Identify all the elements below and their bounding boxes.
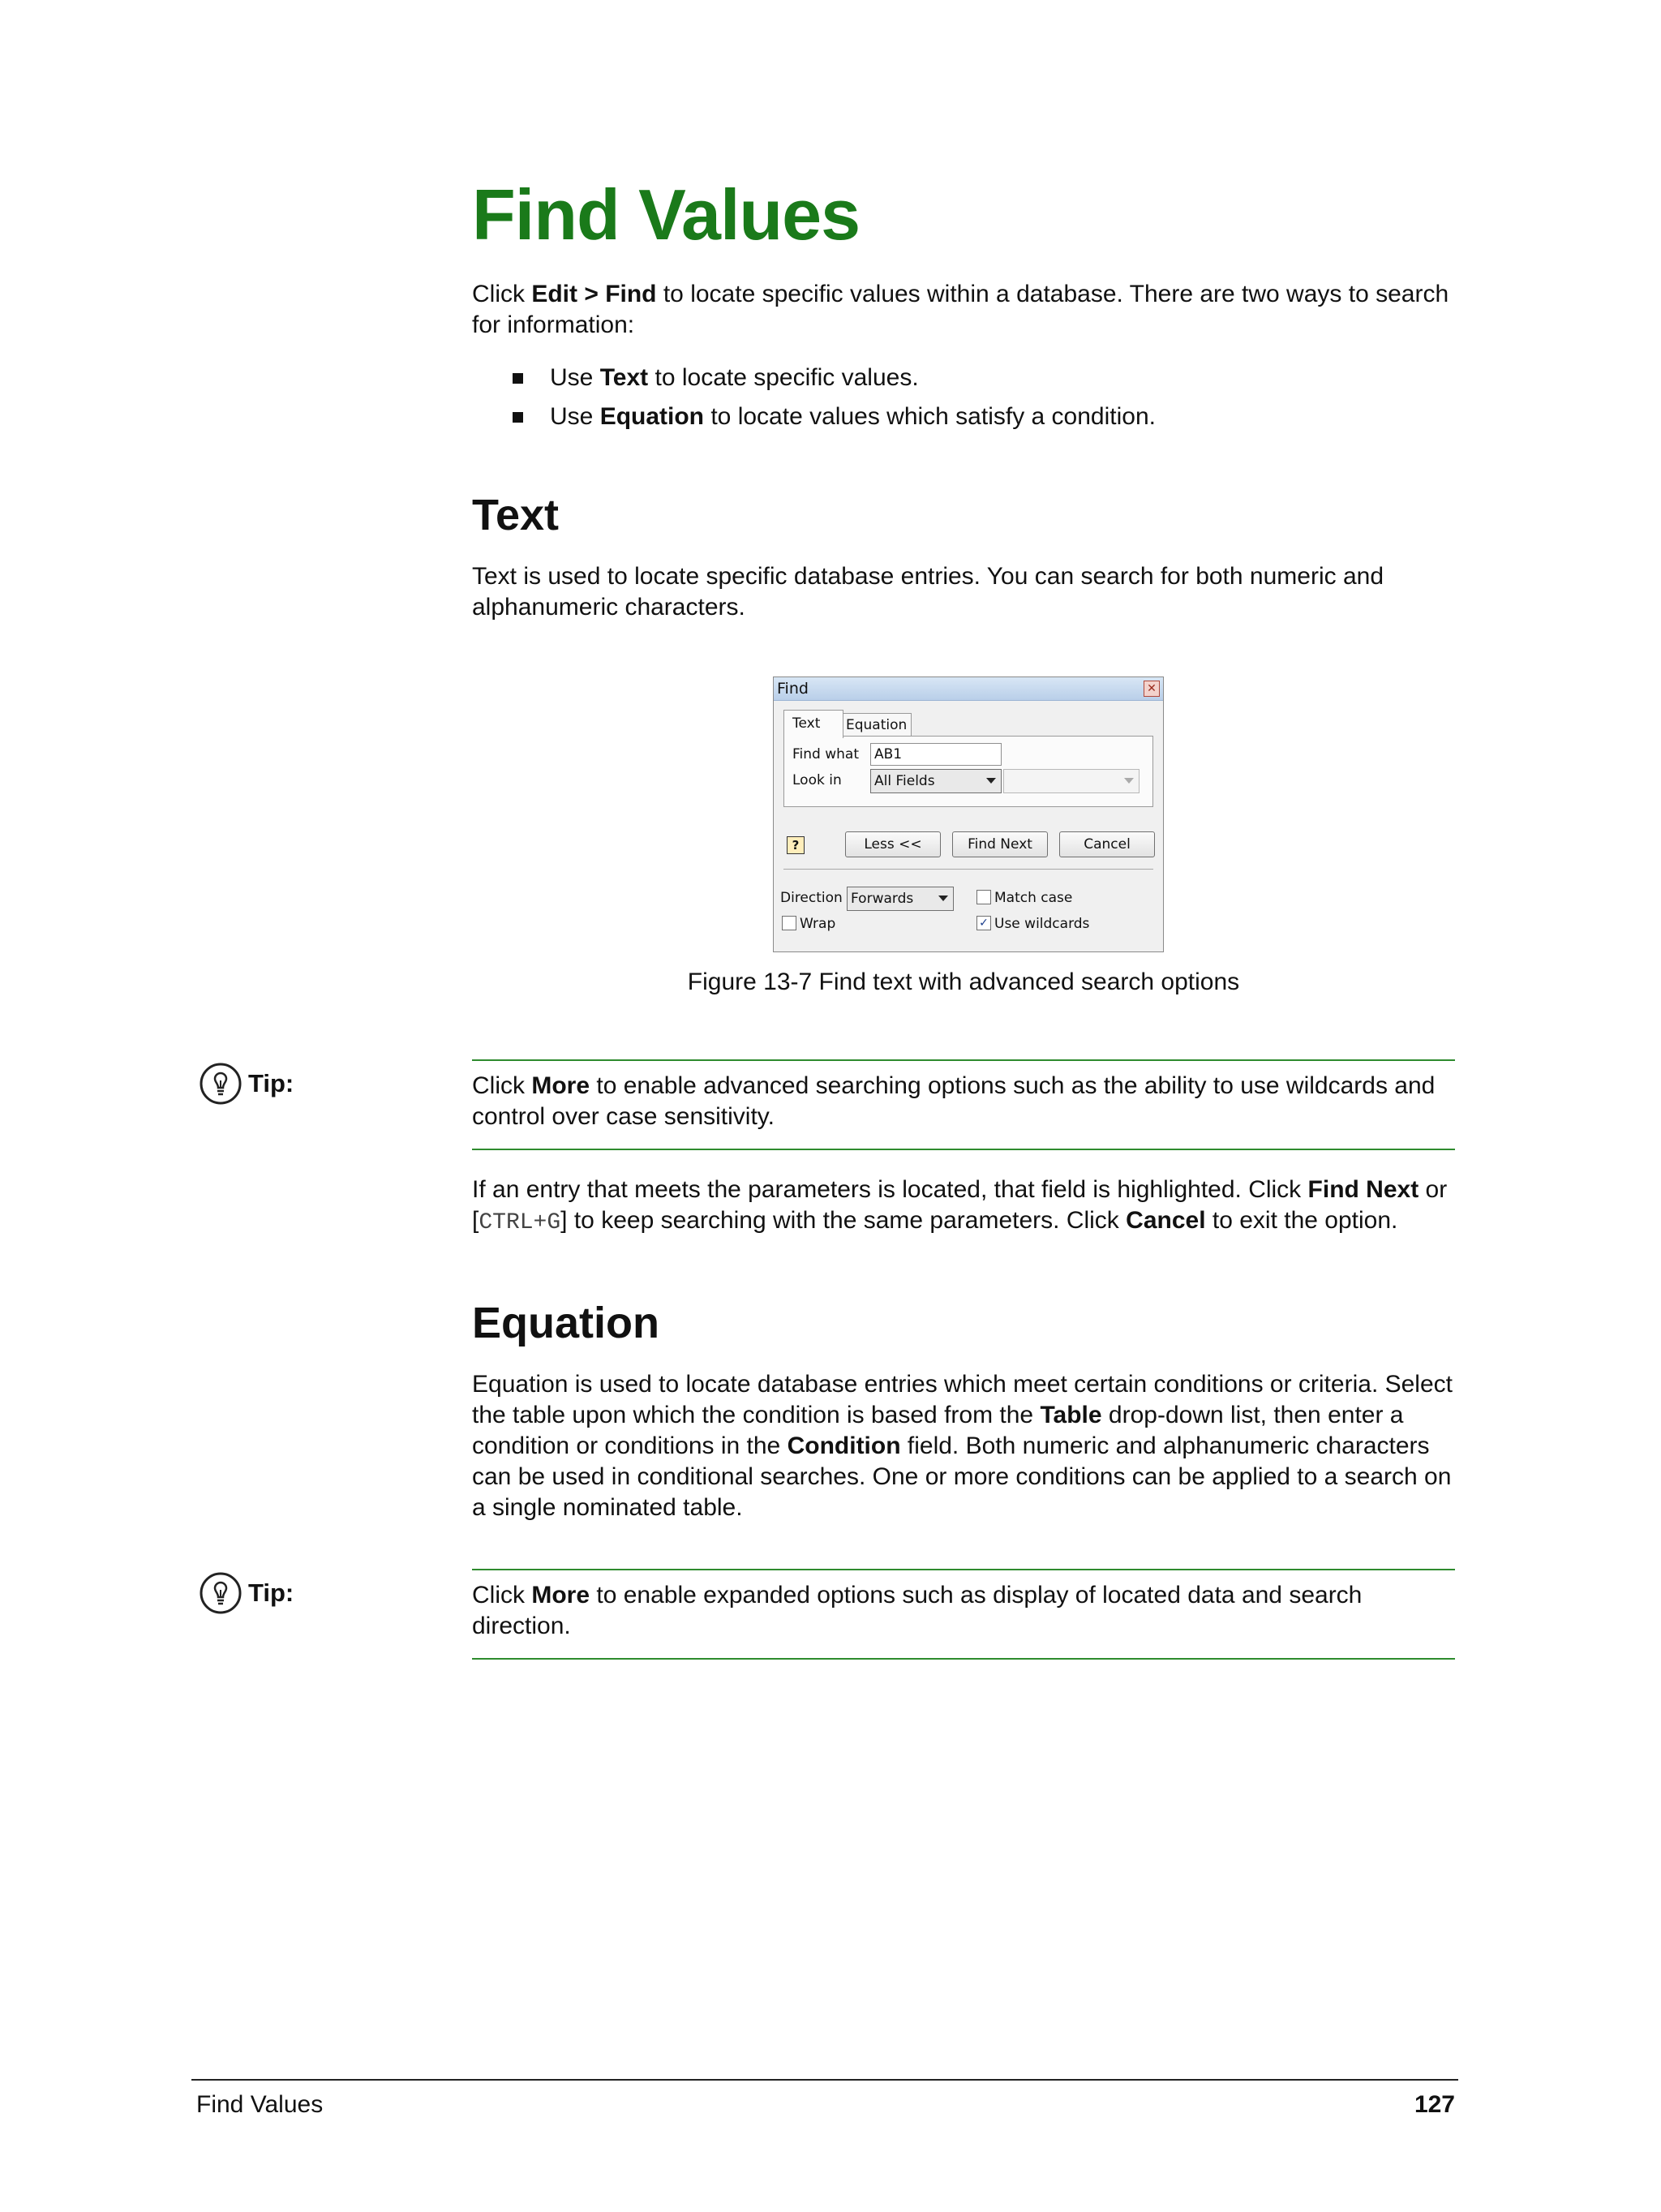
look-in-select[interactable] [870, 769, 1002, 793]
more-button-ref: More [531, 1582, 590, 1609]
chevron-down-icon [938, 896, 948, 901]
footer-divider [191, 2079, 1458, 2081]
found-paragraph [472, 1175, 1455, 1239]
tip-text-part: to enable expanded options such as display of located data and search direction. [472, 1582, 1363, 1639]
table-ref: Table [1040, 1402, 1102, 1428]
cancel-button[interactable]: Cancel [1059, 831, 1155, 857]
figure-caption: Figure 13-7 Find text with advanced search options [687, 969, 1240, 995]
list-item [513, 359, 1156, 397]
footer-section-title: Find Values [196, 2091, 324, 2118]
chevron-down-icon [986, 778, 996, 784]
find-what-input[interactable] [870, 743, 1002, 766]
equation-section-body [472, 1369, 1455, 1523]
tab-text-label: Text [792, 715, 821, 732]
find-next-button[interactable]: Find Next [952, 831, 1048, 857]
more-button-ref: More [531, 1072, 590, 1099]
tip-label: Tip: [248, 1069, 294, 1097]
tab-equation-label: Equation [846, 717, 908, 733]
equation-text: Equation is used to locate database entries which meet certain conditions or criteria. Select the table upon which the condition is based from the [472, 1371, 1453, 1428]
list-item-bold: Equation [599, 403, 705, 430]
equation-text: field. Both numeric and alphanumeric characters can be used in conditional searches. One or more conditions can be applied to a search on a single nominated table. [472, 1432, 1452, 1521]
page-title: Find Values [472, 174, 861, 255]
match-case-checkbox[interactable] [976, 890, 991, 904]
tip-rule-bottom [472, 1149, 1455, 1150]
bullet-square-icon [513, 412, 523, 423]
bullet-square-icon [513, 373, 523, 384]
wrap-label: Wrap [800, 916, 836, 932]
intro-text: to locate specific values within a database. There are two ways to search for information: [472, 281, 1449, 338]
found-text: to exit the option. [1205, 1207, 1398, 1234]
use-wildcards-label: Use wildcards [994, 916, 1090, 932]
list-item [513, 397, 1156, 436]
tip-rule-top [472, 1059, 1455, 1061]
find-dialog [773, 676, 1164, 952]
dialog-title-bar [774, 677, 1163, 701]
find-what-label: Find what [792, 746, 859, 762]
wrap-checkbox[interactable] [782, 916, 796, 930]
intro-text: Click [472, 281, 532, 307]
tip-label: Tip: [248, 1578, 294, 1607]
text-section-heading: Text [472, 491, 560, 539]
direction-select[interactable] [847, 887, 954, 911]
text-tab-panel [783, 736, 1153, 807]
list-item-text: to locate values which satisfy a condition. [704, 403, 1156, 430]
divider [783, 869, 1153, 870]
help-icon[interactable]: ? [787, 836, 805, 854]
tip-rule-top [472, 1569, 1455, 1570]
tab-equation[interactable] [842, 713, 912, 737]
less-button[interactable]: Less << [845, 831, 941, 857]
list-item-text: Use [550, 364, 600, 391]
equation-section-heading: Equation [472, 1299, 659, 1347]
found-text: If an entry that meets the parameters is located, that field is highlighted. Click [472, 1176, 1308, 1203]
tip-text-part: Click [472, 1582, 532, 1609]
found-text: or [ [472, 1176, 1448, 1234]
tip-text [472, 1071, 1455, 1132]
chevron-down-icon [1124, 778, 1134, 784]
lightbulb-icon [198, 1570, 243, 1616]
list-item-text: Use [550, 403, 600, 430]
find-next-ref: Find Next [1307, 1176, 1419, 1203]
direction-label: Direction [780, 890, 843, 906]
tip-rule-bottom [472, 1658, 1455, 1660]
lightbulb-icon [198, 1061, 243, 1106]
edit-find-menu-path: Edit > Find [531, 281, 657, 307]
tip-text [472, 1580, 1455, 1642]
tip-text-part: to enable advanced searching options such as the ability to use wildcards and control over case sensitivity. [472, 1072, 1436, 1130]
page-number: 127 [1414, 2091, 1455, 2118]
list-item-text: to locate specific values. [648, 364, 919, 391]
keyboard-shortcut: CTRL+G [479, 1210, 561, 1235]
close-icon[interactable]: ✕ [1144, 681, 1160, 697]
text-section-body: Text is used to locate specific database entries. You can search for both numeric and alphanumeric characters. [472, 563, 1384, 621]
equation-text: drop-down list, then enter a condition or conditions in the [472, 1402, 1404, 1459]
tip-text-part: Click [472, 1072, 532, 1099]
match-case-label: Match case [994, 890, 1073, 906]
look-in-label: Look in [792, 772, 842, 788]
tab-text[interactable] [783, 710, 843, 738]
cancel-ref: Cancel [1126, 1207, 1206, 1234]
intro-paragraph [472, 279, 1455, 341]
found-text: ] to keep searching with the same parameters. Click [560, 1207, 1127, 1234]
dialog-title: Find [777, 680, 809, 698]
condition-ref: Condition [787, 1432, 901, 1459]
use-wildcards-checkbox[interactable]: ✓ [976, 916, 991, 930]
look-in-field-select [1003, 769, 1140, 793]
find-what-value: AB1 [874, 746, 903, 762]
direction-value: Forwards [851, 891, 914, 907]
look-in-value: All Fields [874, 773, 935, 789]
method-list [513, 359, 1156, 436]
list-item-bold: Text [599, 364, 649, 391]
